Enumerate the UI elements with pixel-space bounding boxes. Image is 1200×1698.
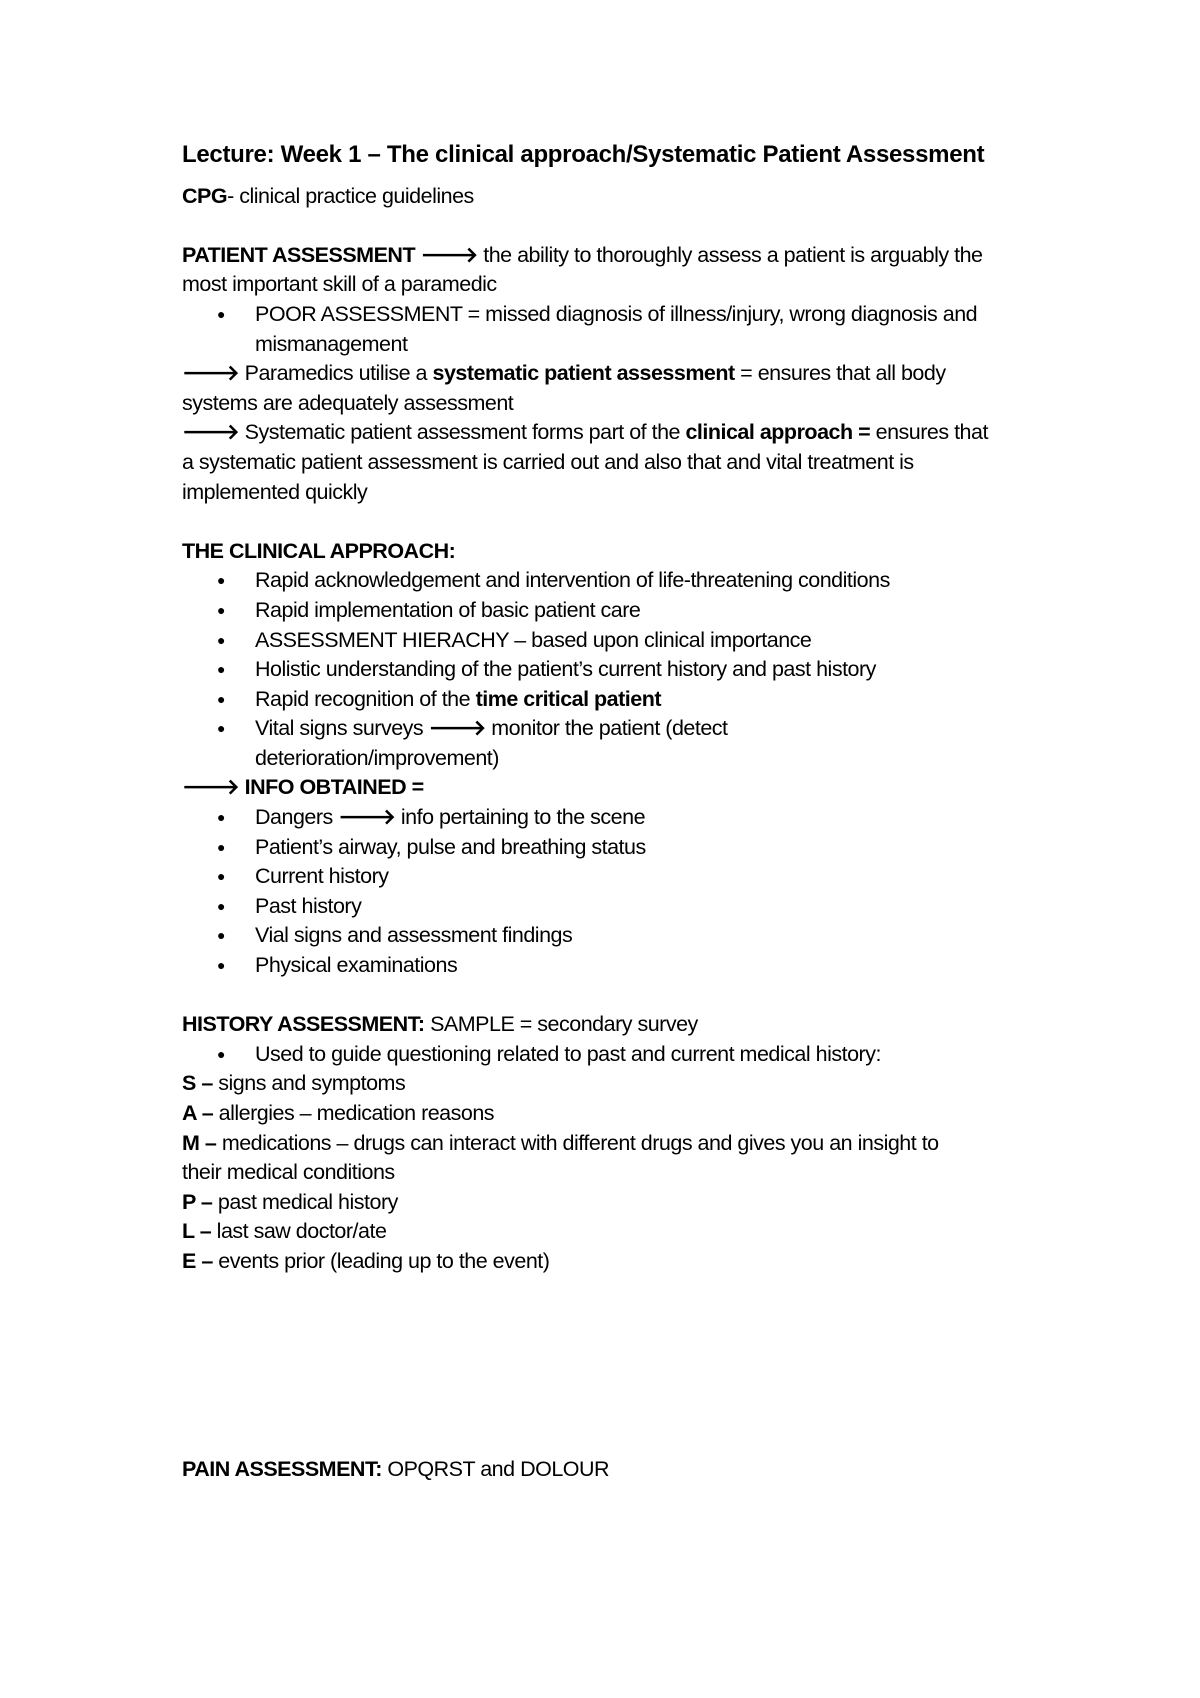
sample-p <box>182 1188 1062 1218</box>
sample-m-cont: their medical conditions <box>182 1160 395 1185</box>
list-item: ● Used to guide questioning related to past and current medical history: <box>182 1040 1062 1070</box>
page-title: Lecture: Week 1 – The clinical approach/Systematic Patient Assessment <box>182 141 985 168</box>
text: Vital signs surveys <box>255 716 429 741</box>
bold-term: time critical patient <box>475 686 662 711</box>
text: signs and symptoms <box>212 1071 406 1096</box>
info-obtained-heading <box>182 773 1062 803</box>
sample-key: S – <box>182 1071 213 1096</box>
cpg-definition: - clinical practice guidelines <box>227 183 474 208</box>
arrow-icon: 🡒 <box>428 716 486 741</box>
text: info pertaining to the scene <box>395 805 646 830</box>
patient-assessment-line-1 <box>182 241 1062 271</box>
sample-s <box>182 1069 1062 1099</box>
patient-assessment-line-2: most important skill of a paramedic <box>182 272 497 297</box>
bold-term: systematic patient assessment <box>432 361 735 386</box>
text: OPQRST and DOLOUR <box>381 1456 610 1481</box>
arrow-icon: 🡒 <box>338 805 396 830</box>
text: Paramedics utilise a <box>239 361 433 386</box>
list-item <box>182 685 1062 715</box>
sample-key: A – <box>182 1101 214 1125</box>
text: Dangers <box>255 805 339 830</box>
sample-key: M – <box>182 1130 217 1155</box>
paragraph-clinical-approach <box>182 418 1062 448</box>
text: allergies – medication reasons <box>213 1101 495 1125</box>
sample-key: P – <box>182 1189 213 1214</box>
list-item: ● Rapid acknowledgement and intervention of life-threatening conditions <box>182 566 1062 596</box>
text: ensures that <box>870 420 988 445</box>
text: SAMPLE = secondary survey <box>424 1012 698 1037</box>
sample-m <box>182 1129 1062 1159</box>
cpg-line <box>182 182 1062 212</box>
list-item: ● Current history <box>182 862 1062 892</box>
sample-l <box>182 1217 1062 1247</box>
sample-key: E – <box>182 1248 213 1273</box>
list-item-continuation: deterioration/improvement) <box>255 745 499 770</box>
paragraph-systematic <box>182 359 1062 389</box>
list-item: ● Patient’s airway, pulse and breathing status <box>182 833 1062 863</box>
text: Systematic patient assessment forms part of the <box>239 420 686 445</box>
list-item: ● Past history <box>182 892 1062 922</box>
arrow-icon: 🡒 <box>182 775 240 800</box>
patient-assessment-text: the ability to thoroughly assess a patient is arguably the <box>477 242 983 267</box>
pain-heading: PAIN ASSESSMENT: <box>182 1456 382 1481</box>
list-item: ● Physical examinations <box>182 951 1062 981</box>
sample-key: L – <box>182 1219 212 1244</box>
text: monitor the patient (detect <box>485 716 728 741</box>
list-item <box>182 714 1062 744</box>
cpg-term: CPG <box>182 183 228 208</box>
paragraph-line: implemented quickly <box>182 479 368 504</box>
history-heading-line <box>182 1010 1062 1040</box>
paragraph-line: systems are adequately assessment <box>182 390 514 415</box>
paragraph-line: a systematic patient assessment is carried out and also that and vital treatment is <box>182 449 914 474</box>
patient-assessment-heading: PATIENT ASSESSMENT <box>182 242 416 267</box>
text: INFO OBTAINED = <box>239 775 424 800</box>
arrow-icon: 🡒 <box>420 242 478 267</box>
list-item: ● Rapid implementation of basic patient care <box>182 596 1062 626</box>
list-item <box>182 803 1062 833</box>
bold-term: clinical approach = <box>685 420 871 445</box>
text: events prior (leading up to the event) <box>212 1248 550 1273</box>
list-item-continuation: mismanagement <box>255 331 408 356</box>
text: past medical history <box>212 1189 398 1214</box>
list-item: ● Holistic understanding of the patient’s current history and past history <box>182 655 1062 685</box>
pain-assessment-line <box>182 1455 1062 1485</box>
text: = ensures that all body <box>734 361 946 386</box>
sample-e <box>182 1247 1062 1277</box>
document-page <box>182 140 1062 1484</box>
history-heading: HISTORY ASSESSMENT: <box>182 1012 425 1037</box>
arrow-icon: 🡒 <box>182 420 240 445</box>
text: medications – drugs can interact with different drugs and gives you an insight to <box>216 1130 939 1155</box>
clinical-approach-heading: THE CLINICAL APPROACH: <box>182 538 456 563</box>
text: Rapid recognition of the <box>255 686 476 711</box>
text: last saw doctor/ate <box>211 1219 387 1244</box>
list-item: ● POOR ASSESSMENT = missed diagnosis of illness/injury, wrong diagnosis and <box>182 300 1062 330</box>
list-item: ● Vial signs and assessment findings <box>182 921 1062 951</box>
list-item: ● ASSESSMENT HIERACHY – based upon clinical importance <box>182 626 1062 656</box>
sample-a <box>182 1099 1062 1129</box>
arrow-icon: 🡒 <box>182 361 240 386</box>
